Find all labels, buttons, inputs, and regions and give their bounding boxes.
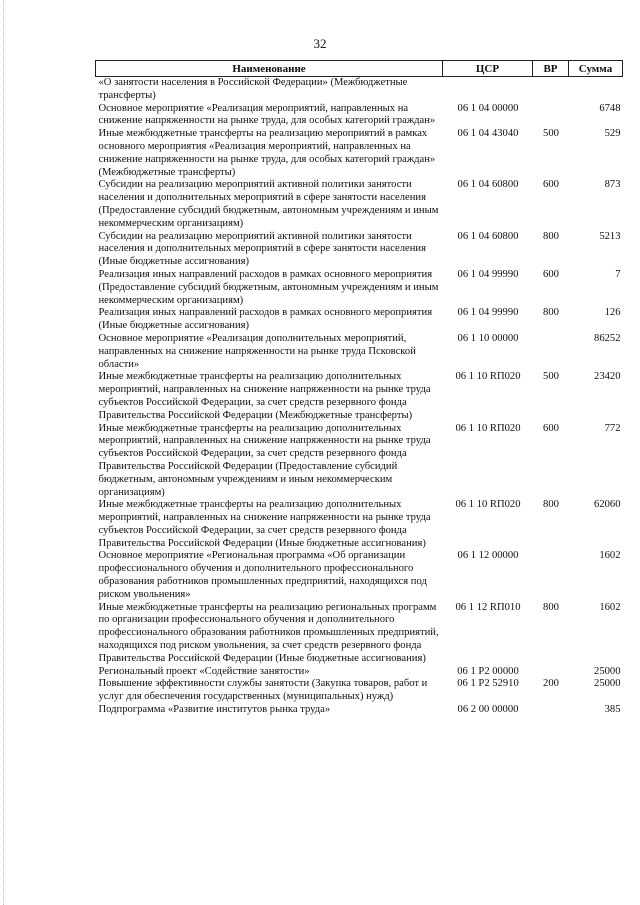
row-csr: 06 1 04 60800 bbox=[457, 179, 519, 191]
row-name: Иные межбюджетные трансферты на реализацию дополнительных мероприятий, направленных на снижение напряженности на рынке труда субъектов Российской Федерации, за счет средств резервного фонда Правительства Российской Федерации (Иные бюджетные ассигнования) bbox=[98, 499, 431, 549]
row-csr: 06 1 04 60800 bbox=[457, 230, 519, 242]
row-csr: 06 1 04 99990 bbox=[457, 268, 519, 280]
row-sum: 772 bbox=[604, 422, 621, 434]
row-vr: 200 bbox=[543, 678, 559, 690]
row-vr: 600 bbox=[543, 268, 559, 280]
header-csr: ЦСР bbox=[443, 61, 533, 77]
row-sum bbox=[569, 77, 623, 103]
row-name: «О занятости населения в Российской Федерации» (Межбюджетные трансферты) bbox=[98, 77, 408, 101]
page-number: 32 bbox=[313, 36, 327, 51]
row-sum: 86252 bbox=[594, 332, 621, 344]
table-row bbox=[96, 550, 623, 601]
row-vr: 500 bbox=[543, 128, 559, 140]
row-csr: 06 1 10 RП020 bbox=[455, 371, 521, 383]
row-name: Иные межбюджетные трансферты на реализацию дополнительных мероприятий, направленных на снижение напряженности на рынке труда субъектов Российской Федерации, за счет средств резервного фонда Правительства Российской Федерации (Межбюджетные трансферты) bbox=[98, 371, 431, 421]
row-vr: 600 bbox=[543, 422, 559, 434]
row-vr bbox=[533, 333, 569, 371]
row-sum: 529 bbox=[604, 128, 621, 140]
table-row bbox=[96, 704, 623, 717]
row-sum: 25000 bbox=[594, 665, 621, 677]
table-row bbox=[96, 307, 623, 333]
header-vr: ВР bbox=[533, 61, 569, 77]
row-sum: 1602 bbox=[599, 601, 621, 613]
table-row bbox=[96, 269, 623, 307]
row-sum: 5213 bbox=[599, 230, 621, 242]
row-csr: 06 1 12 RП010 bbox=[455, 601, 521, 613]
table-row bbox=[96, 423, 623, 500]
row-sum: 873 bbox=[604, 179, 621, 191]
row-sum: 7 bbox=[615, 268, 621, 280]
row-vr bbox=[533, 550, 569, 601]
row-name: Субсидии на реализацию мероприятий активной политики занятости населения и дополнительных мероприятий в сфере занятости населения (Иные бюджетные ассигнования) bbox=[98, 230, 426, 268]
row-csr: 06 1 10 RП020 bbox=[455, 422, 521, 434]
row-vr bbox=[533, 704, 569, 717]
row-sum: 1602 bbox=[599, 550, 621, 562]
row-name: Иные межбюджетные трансферты на реализацию мероприятий в рамках основного мероприятия «Реализация мероприятий, направленных на снижение напряженности на рынке труда, для особых категорий граждан» (Межбюджетные трансферты) bbox=[98, 128, 436, 178]
budget-table bbox=[95, 60, 623, 717]
row-sum: 25000 bbox=[594, 678, 621, 690]
table-row bbox=[96, 128, 623, 179]
row-csr: 06 1 12 00000 bbox=[457, 550, 519, 562]
row-vr: 500 bbox=[543, 371, 559, 383]
table-row bbox=[96, 602, 623, 666]
table-row bbox=[96, 666, 623, 679]
row-vr: 800 bbox=[543, 499, 559, 511]
row-vr bbox=[533, 77, 569, 103]
table-row bbox=[96, 333, 623, 371]
row-name: Иные межбюджетные трансферты на реализацию региональных программ по организации профессионального обучения и дополнительного профессионального образования работников промышленных предприятий, находящихся под риском увольнения, за счет средств резервного фонда Правительства Российской Федерации (Иные бюджетные ассигнования) bbox=[98, 601, 439, 664]
header-sum: Сумма bbox=[569, 61, 623, 77]
row-vr: 800 bbox=[543, 307, 559, 319]
row-name: Региональный проект «Содействие занятости» bbox=[98, 665, 310, 677]
table-row bbox=[96, 499, 623, 550]
row-name: Основное мероприятие «Реализация мероприятий, направленных на снижение напряженности на рынке труда, для особых категорий граждан» bbox=[98, 102, 436, 127]
row-sum: 62060 bbox=[594, 499, 621, 511]
row-csr: 06 1 10 RП020 bbox=[455, 499, 521, 511]
row-vr bbox=[533, 103, 569, 129]
row-name: Подпрограмма «Развитие институтов рынка труда» bbox=[98, 704, 331, 716]
row-csr: 06 1 04 99990 bbox=[457, 307, 519, 319]
row-vr: 800 bbox=[543, 601, 559, 613]
row-name: Реализация иных направлений расходов в рамках основного мероприятия (Предоставление субсидий бюджетным, автономным учреждениям и иным некоммерческим организациям) bbox=[98, 268, 439, 306]
row-sum: 23420 bbox=[594, 371, 621, 383]
row-name: Основное мероприятие «Реализация дополнительных мероприятий, направленных на снижение напряженности на рынке труда Псковской области» bbox=[98, 332, 416, 370]
row-name: Реализация иных направлений расходов в рамках основного мероприятия (Иные бюджетные ассигнования) bbox=[98, 307, 433, 332]
row-sum: 6748 bbox=[599, 102, 621, 114]
row-vr: 800 bbox=[543, 230, 559, 242]
row-csr: 06 1 04 43040 bbox=[457, 128, 519, 140]
row-name: Основное мероприятие «Региональная программа «Об организации профессионального обучения и дополнительного профессионального образования работников промышленных предприятий, находящихся под риском увольнения» bbox=[98, 550, 427, 600]
row-sum: 385 bbox=[604, 704, 621, 716]
row-csr: 06 1 P2 52910 bbox=[457, 678, 519, 690]
table-row bbox=[96, 77, 623, 103]
table-header-row bbox=[96, 61, 623, 77]
row-vr bbox=[533, 666, 569, 679]
scan-edge bbox=[3, 0, 5, 905]
table-row bbox=[96, 231, 623, 269]
row-csr: 06 1 P2 00000 bbox=[457, 665, 519, 677]
table-row bbox=[96, 103, 623, 129]
row-name: Субсидии на реализацию мероприятий активной политики занятости населения и дополнительных мероприятий в сфере занятости населения (Предоставление субсидий бюджетным, автономным учреждениям и иным некоммерческим организациям) bbox=[98, 179, 439, 229]
row-csr bbox=[443, 77, 533, 103]
row-csr: 06 1 04 00000 bbox=[457, 102, 519, 114]
table-row bbox=[96, 678, 623, 704]
row-name: Повышение эффективности службы занятости (Закупка товаров, работ и услуг для обеспечения государственных (муниципальных) нужд) bbox=[98, 678, 428, 703]
row-vr: 600 bbox=[543, 179, 559, 191]
row-csr: 06 2 00 00000 bbox=[457, 704, 519, 716]
row-sum: 126 bbox=[604, 307, 621, 319]
table-row bbox=[96, 179, 623, 230]
header-name: Наименование bbox=[96, 61, 443, 77]
table-row bbox=[96, 371, 623, 422]
row-name: Иные межбюджетные трансферты на реализацию дополнительных мероприятий, направленных на снижение напряженности на рынке труда субъектов Российской Федерации, за счет средств резервного фонда Правительства Российской Федерации (Предоставление субсидий бюджетным, автономным учреждениям и иным некоммерческим организациям) bbox=[98, 422, 431, 498]
row-csr: 06 1 10 00000 bbox=[457, 332, 519, 344]
